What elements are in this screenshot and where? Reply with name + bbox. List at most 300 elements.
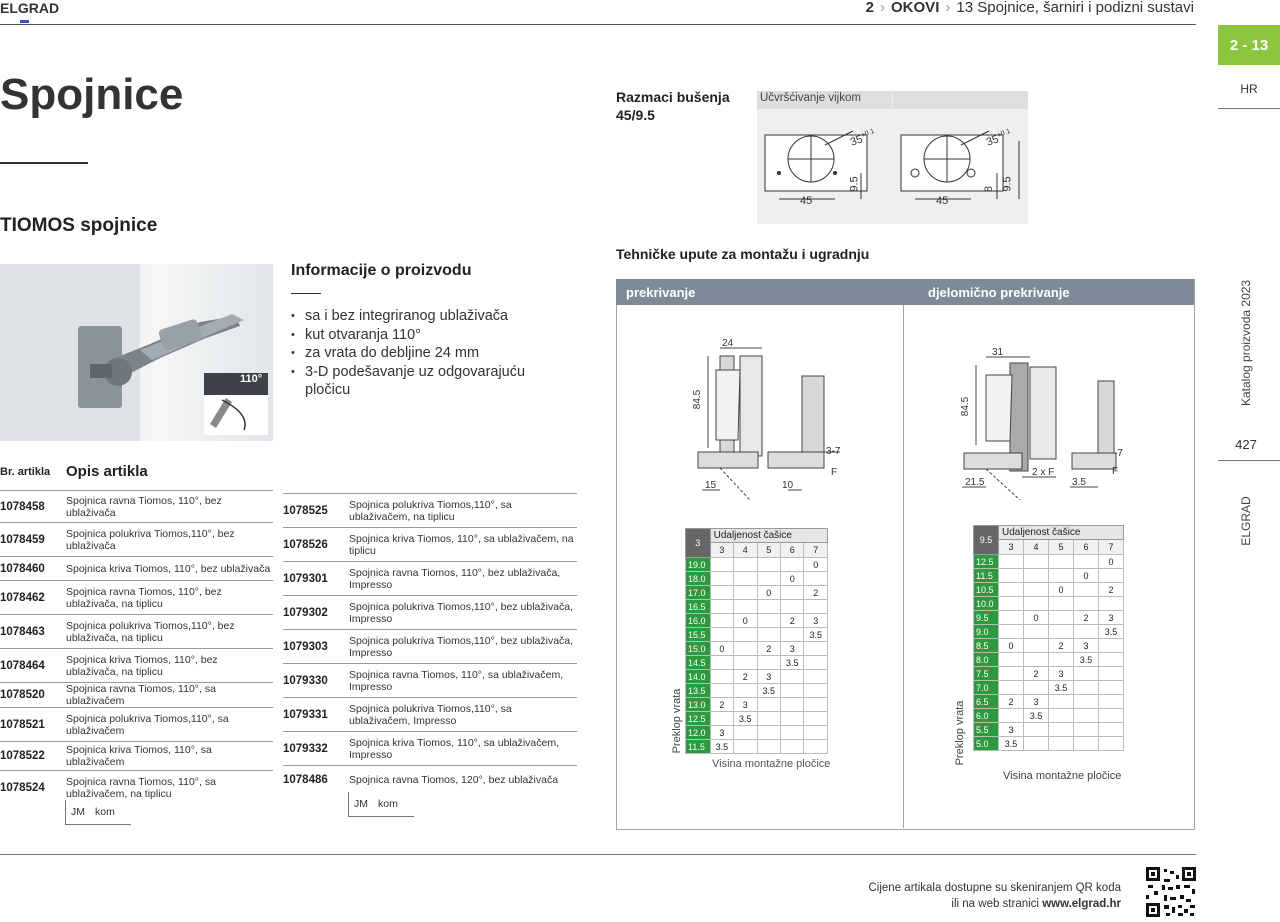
article-code: 1078522 (0, 750, 45, 762)
table-cell (804, 712, 828, 726)
table-col-header: 4 (734, 543, 757, 558)
mounting-drawing (680, 330, 850, 500)
table-cell (781, 586, 804, 600)
table-cell (1049, 653, 1074, 667)
article-code: 1078464 (0, 659, 45, 672)
table-cell: 3 (757, 670, 780, 684)
table-cell (734, 586, 757, 600)
article-code: 1079332 (283, 742, 328, 755)
table-cell: 0 (999, 639, 1024, 653)
table-group-header: Udaljenost čašice (999, 526, 1124, 540)
table-cell (757, 698, 780, 712)
article-description: Spojnica polukriva Tiomos,110°, sa ublaživačem, na tiplicu (349, 498, 512, 523)
table-cell (1074, 625, 1099, 639)
table-cell: 0 (781, 572, 804, 586)
article-description: Spojnica polukriva Tiomos,110°, sa ublaživačem (66, 712, 229, 737)
article-code: 1078526 (283, 538, 328, 551)
table-cell: 3 (804, 614, 828, 628)
table-cell (734, 600, 757, 614)
tab-overlay: prekrivanje (626, 285, 696, 300)
table-cell: 2 (757, 642, 780, 656)
table-cell: 3.5 (1024, 709, 1049, 723)
table-cell (804, 572, 828, 586)
table-cell (804, 726, 828, 740)
article-code: 1079301 (283, 572, 328, 585)
article-description: Spojnica kriva Tiomos, 110°, sa ublaživačem (66, 744, 212, 768)
list-item: • kut otvaranja 110° (291, 326, 551, 345)
dimension-label: 84.5 (960, 396, 972, 417)
plate-height-table (973, 525, 1124, 751)
table-cell (1049, 569, 1074, 583)
plate-table-overlay (685, 528, 828, 754)
table-cell (734, 656, 757, 670)
table-corner: 9.5 (974, 526, 999, 555)
table-cell: 0 (1074, 569, 1099, 583)
breadcrumb-chapter-num: 2 (865, 0, 875, 16)
table-cell (1074, 709, 1099, 723)
plate-height-table (685, 528, 828, 754)
article-description: Spojnica ravna Tiomos, 110°, sa ublaživačem, na tiplicu (66, 775, 216, 800)
dimension-label: F (1112, 466, 1119, 477)
table-row-header: 8.5 (974, 639, 999, 653)
chevron-right-icon: › (880, 0, 886, 16)
table-cell (999, 709, 1024, 723)
table-cell (804, 656, 828, 670)
drilling-drawing (757, 91, 1028, 224)
table-cell: 0 (1049, 583, 1074, 597)
table-cell (999, 667, 1024, 681)
table-cell (1099, 639, 1124, 653)
table-cell (734, 558, 757, 572)
table-row-header: 6.5 (974, 695, 999, 709)
dimension-label: 84.5 (692, 389, 704, 410)
article-list-left (0, 491, 273, 804)
table-group-header: Udaljenost čašice (710, 529, 827, 543)
table-cell: 3.5 (804, 628, 828, 642)
article-code: 1078458 (0, 500, 45, 513)
article-code: 1078459 (0, 533, 45, 546)
table-cell: 3.5 (1049, 681, 1074, 695)
table-row-header: 5.0 (974, 737, 999, 751)
footer-line2: ili na web stranici (951, 898, 1043, 910)
table-cell (757, 572, 780, 586)
brand-logo: ELGRAD (0, 0, 60, 16)
mounting-diagram-partial (960, 345, 1130, 500)
table-cell (1099, 653, 1124, 667)
unit-box (65, 800, 131, 825)
product-info-title: Informacije o proizvodu (291, 262, 472, 279)
header-divider (0, 24, 1196, 25)
table-cell: 3 (999, 723, 1024, 737)
article-description: Spojnica polukriva Tiomos,110°, bez ublaživača, na tiplicu (66, 619, 235, 644)
table-cell (757, 628, 780, 642)
article-code: 1078521 (0, 718, 45, 731)
table-row-header: 7.5 (974, 667, 999, 681)
table-cell (1024, 597, 1049, 611)
tab-partial-overlay: djelomično prekrivanje (928, 285, 1070, 300)
table-cell (1049, 695, 1074, 709)
table-cell (781, 558, 804, 572)
table-cell: 2 (710, 698, 733, 712)
table-row-header: 8.0 (974, 653, 999, 667)
page-title: Spojnice (0, 70, 184, 119)
table-cell (1074, 597, 1099, 611)
table-cell (1074, 737, 1099, 751)
table-cell (1049, 555, 1074, 569)
footer-note (869, 880, 1122, 912)
list-item: • za vrata do debljine 24 mm (291, 344, 551, 363)
dimension-label: 8 (983, 185, 996, 193)
table-cell (1024, 569, 1049, 583)
drilling-caption: Učvršćivanje vijkom (760, 92, 861, 104)
table-cell (734, 684, 757, 698)
product-info-underline (291, 293, 321, 294)
table-row-header: 14.5 (686, 656, 711, 670)
table-cell (734, 726, 757, 740)
table-cell: 3 (710, 726, 733, 740)
table-cell (734, 628, 757, 642)
table-row-header: 12.5 (686, 712, 711, 726)
table-col-header: 4 (1024, 540, 1049, 555)
list-item: • 3-D podešavanje uz odgovarajuću pločicu (291, 363, 551, 400)
table-cell (710, 572, 733, 586)
brand-mark (20, 18, 29, 23)
dimension-label: 31 (992, 347, 1004, 358)
table-cell: 0 (710, 642, 733, 656)
table-cell (1024, 583, 1049, 597)
table-corner: 3 (686, 529, 711, 558)
table-cell (1074, 555, 1099, 569)
dimension-label: -7 (1114, 448, 1123, 459)
table-row-header: 19.0 (686, 558, 711, 572)
table-cell: 2 (781, 614, 804, 628)
dimension-label: 24 (722, 338, 734, 349)
table-cell (710, 670, 733, 684)
article-code: 1078486 (283, 774, 328, 786)
table-cell (804, 670, 828, 684)
table-col-header: 5 (1049, 540, 1074, 555)
table-cell (1099, 569, 1124, 583)
side-brand: ELGRAD (1239, 496, 1253, 546)
hinge-illustration (0, 264, 273, 441)
table-cell (781, 712, 804, 726)
table-col-header: 6 (781, 543, 804, 558)
table-row-header: 12.5 (974, 555, 999, 569)
table-cell: 0 (1099, 555, 1124, 569)
article-code: 1079302 (283, 606, 328, 619)
table-row-header: 13.0 (686, 698, 711, 712)
x-axis-label: Visina montažne pločice (712, 758, 831, 770)
table-cell (1049, 737, 1074, 751)
title-underline (0, 162, 88, 164)
qr-code-icon[interactable] (1146, 867, 1196, 917)
table-cell (710, 558, 733, 572)
table-cell (757, 740, 780, 754)
article-description: Spojnica kriva Tiomos, 110°, bez ublaživača (66, 562, 271, 575)
dimension-label: 45 (936, 195, 949, 207)
table-cell (804, 698, 828, 712)
table-cell (1099, 597, 1124, 611)
table-cell (781, 740, 804, 754)
table-cell (1049, 723, 1074, 737)
side-divider (1218, 460, 1280, 461)
drilling-diagram (757, 91, 1028, 224)
table-cell (804, 600, 828, 614)
product-family-title: TIOMOS spojnice (0, 215, 158, 236)
table-cell (999, 597, 1024, 611)
table-row-header: 14.0 (686, 670, 711, 684)
table-cell (781, 628, 804, 642)
article-code: 1078525 (283, 504, 328, 517)
table-cell (1099, 723, 1124, 737)
table-cell: 0 (1024, 611, 1049, 625)
article-code: 1078463 (0, 625, 45, 638)
drilling-title-line2: 45/9.5 (616, 107, 655, 123)
table-col-header: 7 (804, 543, 828, 558)
table-cell: 3 (734, 698, 757, 712)
opening-angle-label: 110° (240, 373, 263, 385)
table-cell (781, 684, 804, 698)
table-cell (804, 642, 828, 656)
table-cell (1099, 737, 1124, 751)
table-cell (999, 583, 1024, 597)
tech-header (616, 279, 1194, 305)
breadcrumb-section: Spojnice, šarniri i podizni sustavi (977, 0, 1194, 16)
table-cell (710, 712, 733, 726)
drilling-title-line1: Razmaci bušenja (616, 89, 730, 105)
dimension-label: 2 x F (1032, 467, 1055, 478)
article-description: Spojnica polukriva Tiomos,110°, bez ublaživača (66, 527, 235, 552)
table-cell (710, 656, 733, 670)
table-cell (1049, 611, 1074, 625)
table-cell (1024, 723, 1049, 737)
table-col-header: 7 (1099, 540, 1124, 555)
plate-table-partial (973, 525, 1124, 751)
table-cell (1024, 681, 1049, 695)
table-row-header: 12.0 (686, 726, 711, 740)
table-cell (804, 740, 828, 754)
article-number-header: Br. artikla (0, 466, 51, 478)
dimension-label: 21.5 (965, 477, 985, 488)
section-page-tag: 2 - 13 (1218, 25, 1280, 65)
article-code: 1079330 (283, 674, 328, 687)
table-cell (1024, 639, 1049, 653)
breadcrumb-chapter: OKOVI (891, 0, 940, 16)
table-cell: 3.5 (781, 656, 804, 670)
article-code: 1078462 (0, 591, 45, 604)
table-cell (781, 670, 804, 684)
table-cell: 3 (1024, 695, 1049, 709)
table-cell (1099, 709, 1124, 723)
table-row-header: 9.0 (974, 625, 999, 639)
tech-title: Tehničke upute za montažu i ugradnju (616, 246, 870, 262)
footer-divider (0, 854, 1196, 855)
article-description: Spojnica polukriva Tiomos,110°, sa ublaživačem, Impresso (349, 702, 512, 727)
table-row-header: 10.5 (974, 583, 999, 597)
table-cell (757, 600, 780, 614)
article-code: 1078460 (0, 562, 45, 575)
table-col-header: 3 (999, 540, 1024, 555)
dimension-label: 3.5 (1072, 477, 1086, 488)
table-cell (1049, 709, 1074, 723)
hinge-photo (0, 264, 273, 441)
article-list-right (283, 494, 577, 794)
article-code: 1079303 (283, 640, 328, 653)
table-row-header: 11.5 (686, 740, 711, 754)
table-cell (1099, 667, 1124, 681)
table-col-header: 3 (710, 543, 733, 558)
table-cell (757, 656, 780, 670)
table-row-header: 16.5 (686, 600, 711, 614)
table-cell (999, 653, 1024, 667)
drilling-title (616, 88, 730, 124)
page-number: 427 (1235, 437, 1257, 452)
table-cell (1099, 695, 1124, 709)
table-row-header: 7.0 (974, 681, 999, 695)
table-cell (734, 572, 757, 586)
unit-label: JM (71, 806, 85, 818)
table-cell: 2 (1074, 611, 1099, 625)
table-cell: 0 (804, 558, 828, 572)
table-cell (710, 586, 733, 600)
table-cell (1074, 695, 1099, 709)
table-cell (710, 614, 733, 628)
article-description: Spojnica ravna Tiomos, 110°, bez ublaživača, Impresso (349, 566, 561, 591)
table-cell (710, 628, 733, 642)
table-cell (999, 625, 1024, 639)
table-cell (999, 681, 1024, 695)
table-cell: 3.5 (757, 684, 780, 698)
table-cell (1024, 737, 1049, 751)
list-item: • sa i bez integriranog ublaživača (291, 307, 551, 326)
table-cell: 3 (781, 642, 804, 656)
footer-line1: Cijene artikala dostupne su skeniranjem QR koda (868, 882, 1121, 894)
side-divider (1218, 108, 1280, 109)
table-cell (1024, 625, 1049, 639)
article-description: Spojnica ravna Tiomos, 110°, bez ublaživača (66, 494, 222, 519)
table-row-header: 16.0 (686, 614, 711, 628)
dimension-label: 3-7 (826, 446, 841, 457)
article-description: Spojnica ravna Tiomos, 110°, sa ublaživačem, Impresso (349, 668, 564, 693)
table-row-header: 15.5 (686, 628, 711, 642)
article-description: Spojnica ravna Tiomos, 120°, bez ublaživača (349, 774, 559, 786)
table-cell (999, 555, 1024, 569)
language-label: HR (1240, 82, 1258, 96)
table-cell: 2 (1024, 667, 1049, 681)
table-row-header: 17.0 (686, 586, 711, 600)
unit-value: kom (378, 798, 398, 810)
y-axis-label: Preklop vrata (671, 688, 683, 754)
breadcrumb (866, 0, 1194, 16)
article-description: Spojnica kriva Tiomos, 110°, bez ublaživača, na tiplicu (66, 653, 218, 678)
unit-label: JM (354, 798, 368, 810)
table-cell (757, 712, 780, 726)
dimension-label: 10 (782, 480, 794, 491)
table-cell (1024, 653, 1049, 667)
table-cell (804, 684, 828, 698)
table-cell (999, 569, 1024, 583)
tech-column-divider (903, 305, 904, 828)
article-description-header: Opis artikla (66, 463, 148, 480)
article-description: Spojnica kriva Tiomos, 110°, sa ublaživačem, na tiplicu (349, 532, 574, 557)
table-cell (1074, 681, 1099, 695)
table-cell (781, 726, 804, 740)
table-row-header: 18.0 (686, 572, 711, 586)
footer-url[interactable]: www.elgrad.hr (1042, 898, 1121, 910)
table-cell: 0 (757, 586, 780, 600)
table-cell (734, 740, 757, 754)
table-row-header: 15.0 (686, 642, 711, 656)
dimension-label: F (831, 467, 838, 478)
table-cell (757, 726, 780, 740)
catalog-label: Katalog proizvoda 2023 (1239, 279, 1253, 406)
table-row-header: 11.5 (974, 569, 999, 583)
table-cell: 3 (1099, 611, 1124, 625)
product-info-list (291, 307, 551, 400)
table-cell: 3 (1049, 667, 1074, 681)
table-cell (1024, 555, 1049, 569)
dimension-label: $35^{+0.1}$ (984, 127, 1012, 149)
table-cell (1074, 667, 1099, 681)
article-description: Spojnica polukriva Tiomos,110°, bez ublaživača, Impresso (349, 600, 574, 625)
dimension-label: 9.5 (848, 176, 861, 192)
article-description: Spojnica ravna Tiomos, 110°, bez ublaživača, na tiplicu (66, 585, 222, 610)
table-row-header: 9.5 (974, 611, 999, 625)
article-code: 1079331 (283, 708, 328, 721)
table-cell: 2 (999, 695, 1024, 709)
table-cell (1049, 625, 1074, 639)
table-cell: 0 (734, 614, 757, 628)
table-row-header: 13.5 (686, 684, 711, 698)
table-cell (999, 611, 1024, 625)
article-description: Spojnica kriva Tiomos, 110°, sa ublaživačem, Impresso (349, 736, 560, 761)
table-row-header: 10.0 (974, 597, 999, 611)
table-cell: 3 (1074, 639, 1099, 653)
table-cell (1049, 597, 1074, 611)
table-cell (1074, 583, 1099, 597)
qr-code-graphic (1146, 867, 1196, 917)
dimension-label: $35^{+0.1}$ (848, 127, 876, 149)
table-cell (1074, 723, 1099, 737)
table-cell (710, 684, 733, 698)
dimension-label: 45 (800, 195, 813, 207)
table-col-header: 5 (757, 543, 780, 558)
article-description: Spojnica ravna Tiomos, 110°, sa ublaživačem (66, 683, 216, 707)
table-cell: 2 (1099, 583, 1124, 597)
chevron-right-icon: › (945, 0, 951, 16)
table-cell: 2 (734, 670, 757, 684)
table-cell: 3.5 (734, 712, 757, 726)
table-cell (781, 698, 804, 712)
breadcrumb-section-num: 13 (956, 0, 974, 16)
mounting-diagram-overlay (680, 330, 850, 500)
article-code: 1078520 (0, 689, 45, 701)
table-cell: 3.5 (1099, 625, 1124, 639)
table-row-header: 5.5 (974, 723, 999, 737)
dimension-label: 15 (705, 480, 717, 491)
table-cell: 2 (804, 586, 828, 600)
table-cell: 2 (1049, 639, 1074, 653)
table-cell (757, 614, 780, 628)
table-cell: 3.5 (1074, 653, 1099, 667)
x-axis-label: Visina montažne pločice (1003, 770, 1122, 782)
article-description: Spojnica polukriva Tiomos,110°, bez ublaživača, Impresso (349, 634, 574, 659)
table-cell (1099, 681, 1124, 695)
table-row-header: 6.0 (974, 709, 999, 723)
table-cell (710, 600, 733, 614)
table-cell (781, 600, 804, 614)
table-cell: 3.5 (999, 737, 1024, 751)
